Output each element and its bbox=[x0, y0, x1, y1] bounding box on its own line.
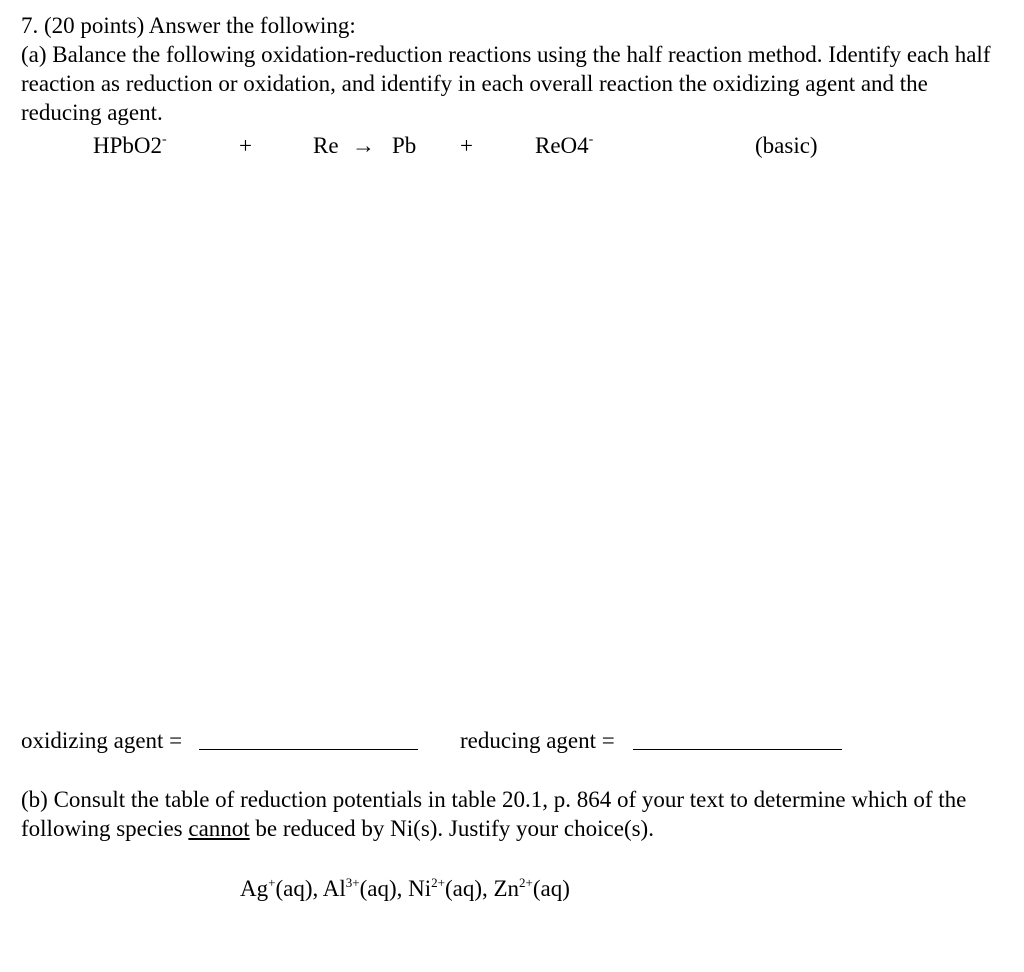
part-b-instructions: (b) Consult the table of reduction potentials in table 20.1, p. 864 of your text to determine which of the following species cannot be reduced by Ni(s). Justify your choice(s). bbox=[21, 787, 967, 841]
product-pb: Pb bbox=[392, 133, 417, 158]
reactant-re: Re bbox=[313, 133, 339, 158]
question-header: 7. (20 points) Answer the following: bbox=[21, 13, 356, 38]
plus-sign-2: + bbox=[460, 133, 473, 158]
species-zn: $Zn^{2+}(aq)$ bbox=[493, 875, 570, 901]
product-reo4-charge: - bbox=[588, 132, 594, 147]
reaction-condition: (basic) bbox=[755, 133, 818, 158]
part-a-block bbox=[21, 11, 1011, 127]
oxidizing-agent-label: oxidizing agent = bbox=[21, 728, 183, 753]
product-reo4: ReO4- bbox=[535, 132, 594, 158]
species-ag: Ag+(aq), bbox=[240, 875, 319, 901]
emphasis-cannot: cannot bbox=[188, 816, 250, 841]
reaction-arrow-icon: → bbox=[352, 133, 375, 158]
oxidizing-agent-blank[interactable] bbox=[199, 749, 418, 750]
species-ni: $Ni^{2+}(aq)$, bbox=[408, 875, 488, 901]
reactant-hpbo2-charge: - bbox=[162, 132, 167, 147]
species-list bbox=[240, 877, 570, 900]
plus-sign-1: + bbox=[239, 133, 252, 158]
species-al: $Al^{3+}(aq)$, bbox=[322, 875, 403, 901]
reducing-agent-blank[interactable] bbox=[633, 749, 842, 750]
part-a-instructions: (a) Balance the following oxidation-reduction reactions using the half reaction method. Identify each half reaction as reduction or oxidation, and identify in each overall reaction the oxidizing agent and the reducing agent. bbox=[21, 42, 991, 125]
reactant-hpbo2: HPbO2- bbox=[93, 132, 167, 158]
reducing-agent-label: reducing agent = bbox=[460, 728, 615, 753]
part-b-block bbox=[21, 785, 1011, 843]
